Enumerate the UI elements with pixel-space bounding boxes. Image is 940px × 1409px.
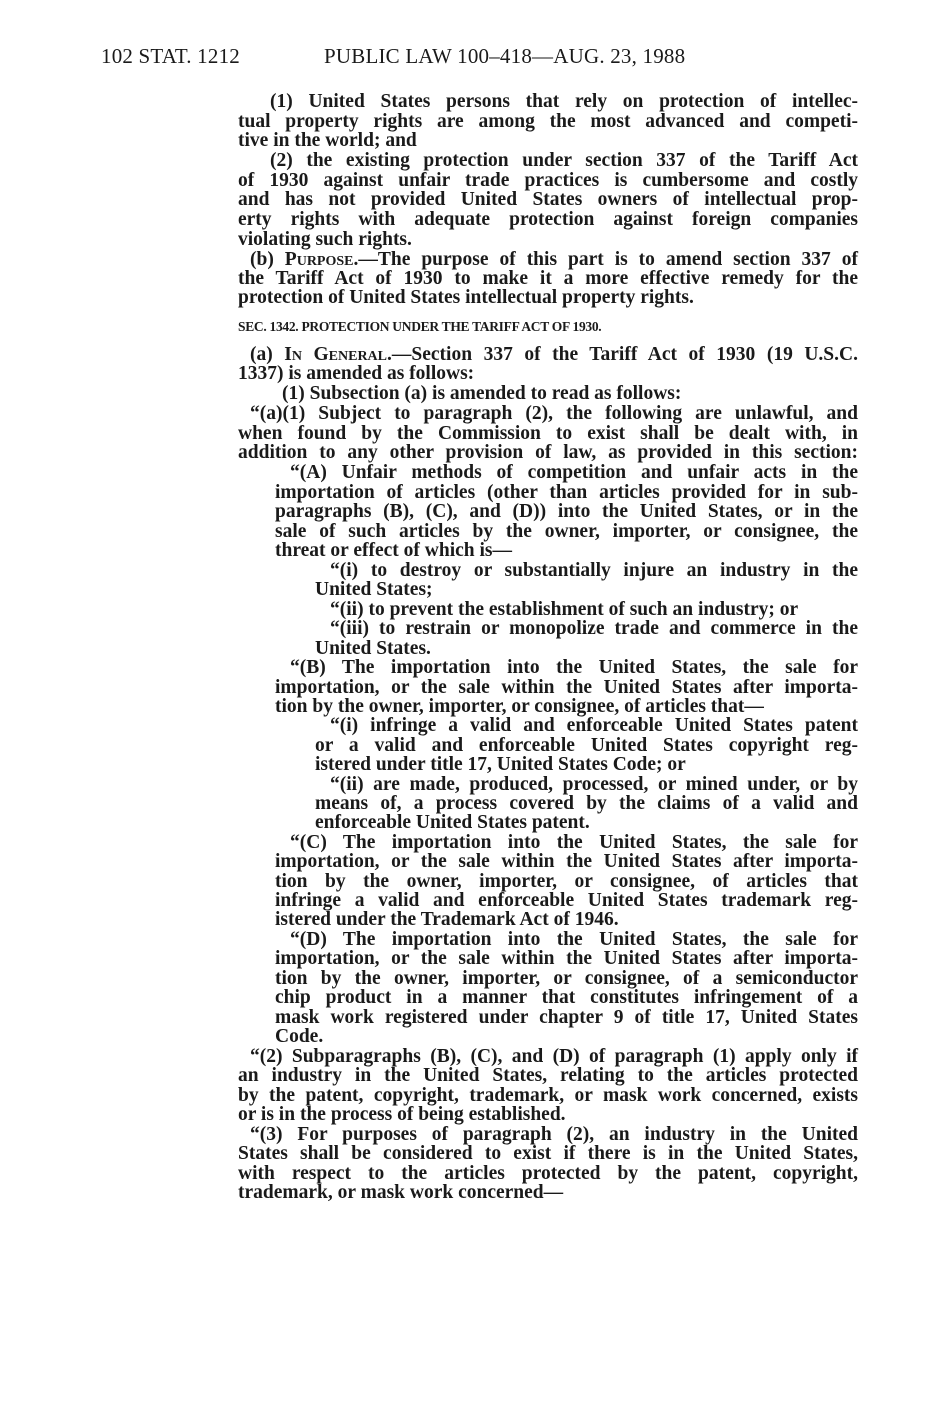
text-line	[315, 794, 858, 814]
line-text: “(iii) to restrain or monopolize trade and commerce in the	[330, 618, 858, 639]
text-line	[315, 755, 858, 775]
subsection-heading: Purpose	[284, 249, 354, 270]
subsection-heading: In General	[284, 344, 388, 365]
text-line	[275, 969, 858, 989]
line-text: and has not provided United States owners of intellectual prop-	[238, 189, 858, 210]
text-line	[275, 988, 858, 1008]
text-line	[315, 639, 858, 659]
line-text: United States;	[315, 579, 433, 600]
line-text: “(3) For purposes of paragraph (2), an industry in the United	[250, 1124, 858, 1145]
text-line	[238, 1183, 858, 1203]
line-text: paragraphs (B), (C), and (D)) into the United States, or in the	[275, 501, 858, 522]
text-line	[238, 424, 858, 444]
line-text: “(a)(1) Subject to paragraph (2), the following are unlawful, and	[250, 403, 858, 424]
text-line	[275, 852, 858, 872]
text-line	[290, 833, 858, 853]
text-line	[330, 716, 858, 736]
line-text: States shall be considered to exist if there is in the United States,	[238, 1143, 858, 1164]
text-line	[270, 151, 858, 171]
line-text: or is in the process of being established.	[238, 1104, 566, 1125]
line-text: tive in the world; and	[238, 130, 417, 151]
text-line	[238, 1164, 858, 1184]
line-text: of 1930 against unfair trade practices is cumbersome and costly	[238, 170, 858, 191]
line-text: or a valid and enforceable United States copyright reg-	[315, 735, 858, 756]
line-text: trademark, or mask work concerned—	[238, 1182, 564, 1203]
text-line	[275, 502, 858, 522]
text-line	[238, 210, 858, 230]
text-line	[250, 404, 858, 424]
line-text: means of, a process covered by the claims of a valid and	[315, 793, 858, 814]
line-text: “(A) Unfair methods of competition and unfair acts in the	[290, 462, 858, 483]
text-line	[238, 190, 858, 210]
text-line	[238, 1086, 858, 1106]
line-text: an industry in the United States, relating to the articles protected	[238, 1065, 858, 1086]
text-line	[315, 580, 858, 600]
line-text: .—Section 337 of the Tariff Act of 1930 (19 U.S.C.	[387, 344, 858, 365]
line-text: tion by the owner, importer, or consignee, of articles that	[275, 871, 858, 892]
text-line	[238, 288, 858, 308]
line-text: mask work registered under chapter 9 of title 17, United States	[275, 1007, 858, 1028]
line-text: “(i) infringe a valid and enforceable United States patent	[330, 715, 858, 736]
line-text: 1337) is amended as follows:	[238, 363, 475, 384]
page-header-title: PUBLIC LAW 100–418—AUG. 23, 1988	[324, 44, 686, 68]
line-text: with respect to the articles protected by the patent, copyright,	[238, 1163, 858, 1184]
page-reference: 102 STAT. 1212	[101, 44, 240, 68]
text-line	[238, 171, 858, 191]
line-text: “(i) to destroy or substantially injure an industry in the	[330, 560, 858, 581]
text-line	[250, 250, 858, 270]
text-line	[275, 1008, 858, 1028]
line-text: importation, or the sale within the United States after importa-	[275, 948, 858, 969]
text-line	[238, 1105, 858, 1125]
text-line	[270, 92, 858, 112]
text-line	[330, 775, 858, 795]
line-text: United States.	[315, 638, 431, 659]
line-text: “(ii) to prevent the establishment of such an industry; or	[330, 599, 799, 620]
text-line	[315, 813, 858, 833]
line-text: “(D) The importation into the United States, the sale for	[290, 929, 858, 950]
text-line	[250, 345, 858, 365]
line-text: when found by the Commission to exist shall be dealt with, in	[238, 423, 858, 444]
text-line	[275, 891, 858, 911]
text-line	[238, 443, 858, 463]
text-line	[330, 561, 858, 581]
line-text: “(C) The importation into the United States, the sale for	[290, 832, 858, 853]
line-text: sale of such articles by the owner, importer, or consignee, the	[275, 521, 858, 542]
line-text: (1) United States persons that rely on protection of intellec-	[270, 91, 858, 112]
line-text: erty rights with adequate protection against foreign companies	[238, 209, 858, 230]
paragraph-designator: (b)	[250, 249, 285, 270]
text-line	[238, 269, 858, 289]
line-text: the Tariff Act of 1930 to make it a more effective remedy for the	[238, 268, 858, 289]
line-text: threat or effect of which is—	[275, 540, 513, 561]
text-line	[290, 463, 858, 483]
text-line	[275, 910, 858, 930]
line-text: “(ii) are made, produced, processed, or mined under, or by	[330, 774, 858, 795]
line-text: .—The purpose of this part is to amend section 337 of	[353, 249, 858, 270]
text-line	[330, 619, 858, 639]
text-line	[275, 541, 858, 561]
text-line	[250, 1047, 858, 1067]
text-line	[238, 112, 858, 132]
text-line	[250, 1125, 858, 1145]
line-text: “(2) Subparagraphs (B), (C), and (D) of paragraph (1) apply only if	[250, 1046, 858, 1067]
line-text: tual property rights are among the most advanced and competi-	[238, 111, 858, 132]
text-line	[238, 230, 858, 250]
line-text: importation, or the sale within the United States after importa-	[275, 677, 858, 698]
text-line	[275, 697, 858, 717]
text-line	[238, 131, 858, 151]
text-line	[275, 483, 858, 503]
line-text: Code.	[275, 1026, 324, 1047]
line-text: addition to any other provision of law, as provided in this section:	[238, 442, 858, 463]
line-text: tion by the owner, importer, or consignee, of articles that—	[275, 696, 764, 717]
text-line	[290, 930, 858, 950]
text-line	[238, 364, 858, 384]
line-text: (2) the existing protection under section 337 of the Tariff Act	[270, 150, 858, 171]
line-text: infringe a valid and enforceable United States trademark reg-	[275, 890, 858, 911]
line-text: by the patent, copyright, trademark, or mask work concerned, exists	[238, 1085, 858, 1106]
text-line	[275, 522, 858, 542]
text-line	[275, 1027, 858, 1047]
line-text: importation of articles (other than articles provided for in sub-	[275, 482, 858, 503]
line-text: tion by the owner, importer, or consignee, of a semiconductor	[275, 968, 858, 989]
text-line	[238, 1066, 858, 1086]
text-line	[315, 736, 858, 756]
line-text: chip product in a manner that constitutes infringement of a	[275, 987, 858, 1008]
text-line	[330, 600, 858, 620]
line-text: istered under title 17, United States Code; or	[315, 754, 686, 775]
text-line	[275, 678, 858, 698]
section-heading: SEC. 1342. PROTECTION UNDER THE TARIFF ACT OF 1930.	[238, 319, 602, 334]
line-text: protection of United States intellectual property rights.	[238, 287, 694, 308]
line-text: (1) Subsection (a) is amended to read as follows:	[282, 383, 682, 404]
line-text: importation, or the sale within the United States after importa-	[275, 851, 858, 872]
line-text: istered under the Trademark Act of 1946.	[275, 909, 619, 930]
text-line	[275, 872, 858, 892]
line-text: enforceable United States patent.	[315, 812, 590, 833]
paragraph-designator: (a)	[250, 344, 285, 365]
text-line	[290, 658, 858, 678]
text-line	[238, 1144, 858, 1164]
text-line	[275, 949, 858, 969]
line-text: “(B) The importation into the United States, the sale for	[290, 657, 858, 678]
text-line	[282, 384, 858, 404]
line-text: violating such rights.	[238, 229, 412, 250]
